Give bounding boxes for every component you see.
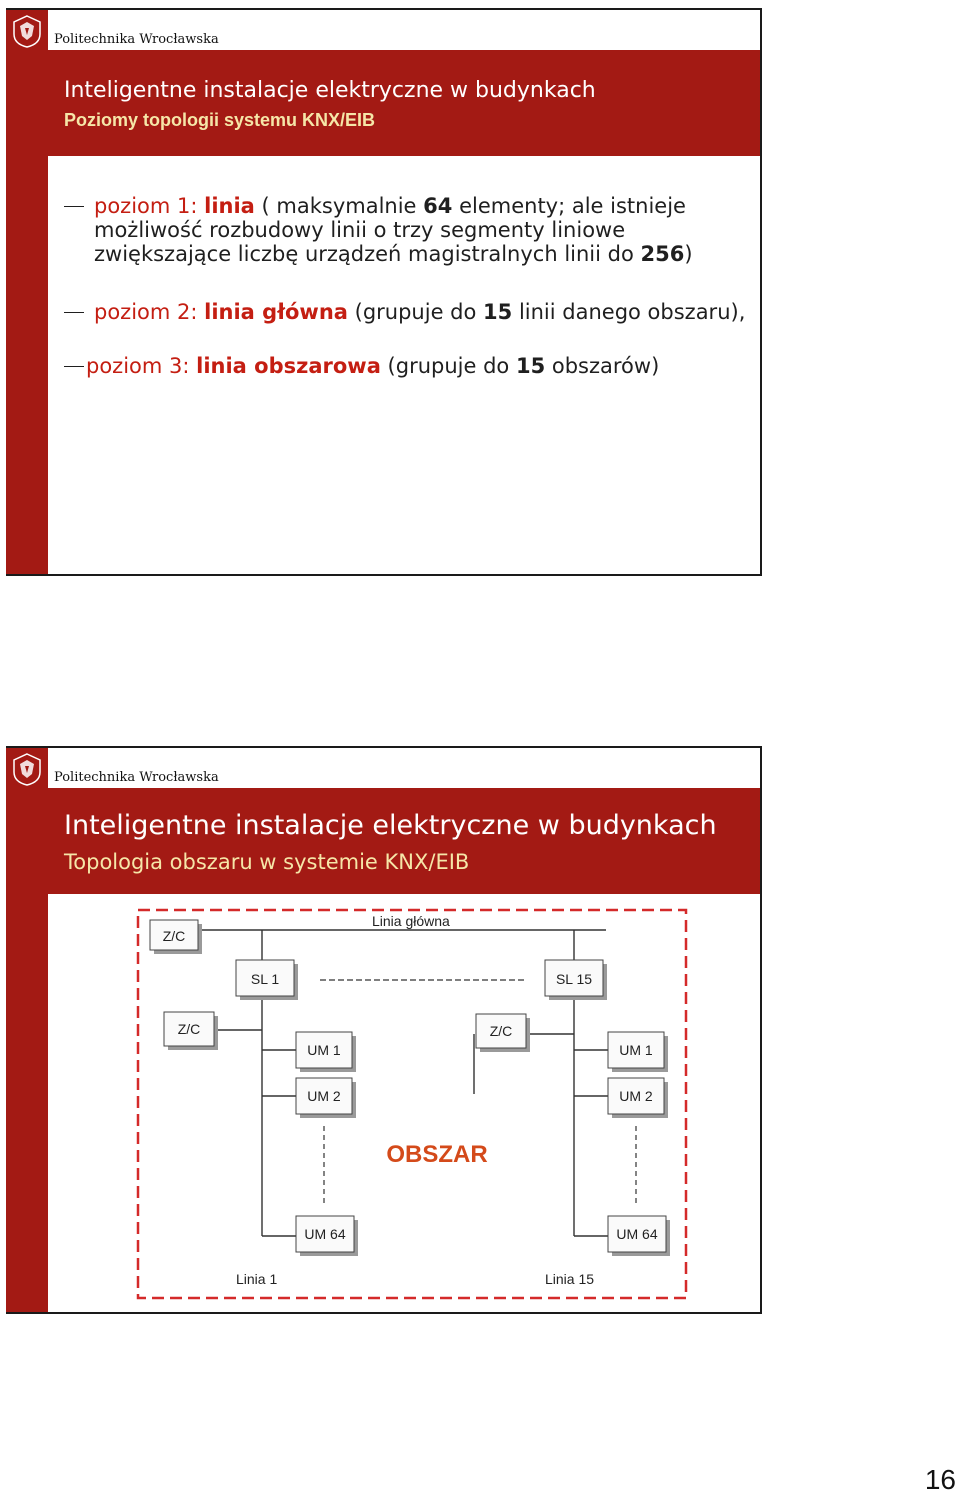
bullet-term: linia obszarowa <box>196 354 381 378</box>
university-name: Politechnika Wrocławska <box>54 32 219 47</box>
svg-text:UM 2: UM 2 <box>307 1088 341 1104</box>
bullet-number: 256 <box>640 242 685 266</box>
svg-text:UM 2: UM 2 <box>619 1088 653 1104</box>
um2-left-box <box>296 1078 356 1118</box>
slide-subtitle: Topologia obszaru w systemie KNX/EIB <box>64 850 470 874</box>
svg-text:UM 64: UM 64 <box>616 1226 658 1242</box>
sl1-box <box>236 960 298 1000</box>
svg-text:UM 1: UM 1 <box>307 1042 341 1058</box>
slide-2 <box>6 746 762 1314</box>
bullet-text: elementy; ale istnieje możliwość rozbudowy linii o trzy segmenty liniowe zwiększające liczbę urządzeń magistralnych linii do <box>94 194 686 266</box>
bullet-prefix: poziom 1: <box>94 194 205 218</box>
bullet-text: (grupuje do <box>347 300 484 324</box>
zc-top-box <box>150 920 202 954</box>
slide-side-bar <box>6 10 48 574</box>
zc-right-box <box>476 1014 530 1052</box>
bullet-level-2 <box>64 300 754 324</box>
bullet-prefix: poziom 3: <box>86 354 197 378</box>
bullet-prefix: poziom 2: <box>94 300 205 324</box>
bullet-text: obszarów) <box>545 354 660 378</box>
page-number: 16 <box>924 1464 956 1495</box>
bullet-text: (grupuje do <box>380 354 516 378</box>
sl15-box <box>545 960 607 1000</box>
line-15-label: Linia 15 <box>545 1271 595 1287</box>
title-bar <box>48 50 760 156</box>
bullet-term: linia główna <box>204 300 348 324</box>
bullet-list <box>64 194 754 398</box>
bullet-text: ( maksymalnie <box>254 194 424 218</box>
um64-left-box <box>296 1216 358 1256</box>
bullet-text: ) <box>684 242 693 266</box>
line-1-label: Linia 1 <box>236 1271 278 1287</box>
dash-icon <box>64 206 84 207</box>
svg-text:Z/C: Z/C <box>177 1021 201 1037</box>
um2-right-box <box>608 1078 668 1118</box>
um1-right-box <box>608 1032 668 1072</box>
university-logo-icon <box>10 14 44 48</box>
university-logo-icon <box>10 752 44 786</box>
dash-icon <box>64 312 84 313</box>
bullet-term: linia <box>204 194 255 218</box>
bullet-text: linii danego obszaru), <box>512 300 746 324</box>
bullet-number: 15 <box>483 300 513 324</box>
svg-text:Z/C: Z/C <box>489 1023 513 1039</box>
svg-text:UM 1: UM 1 <box>619 1042 653 1058</box>
zc-left-box <box>164 1012 218 1050</box>
dash-icon <box>64 366 84 367</box>
svg-text:UM 64: UM 64 <box>304 1226 346 1242</box>
main-line-label: Linia główna <box>372 913 450 929</box>
slide-subtitle: Poziomy topologii systemu KNX/EIB <box>64 110 376 130</box>
university-name: Politechnika Wrocławska <box>54 770 219 785</box>
slide-title: Inteligentne instalacje elektryczne w budynkach <box>64 810 717 841</box>
title-bar <box>48 788 760 894</box>
bullet-level-1 <box>64 194 754 266</box>
svg-text:SL 1: SL 1 <box>250 971 280 987</box>
svg-text:SL 15: SL 15 <box>555 971 593 987</box>
slide-1 <box>6 8 762 576</box>
bullet-number: 15 <box>515 354 546 378</box>
slide-title: Inteligentne instalacje elektryczne w budynkach <box>64 78 596 103</box>
um1-left-box <box>296 1032 356 1072</box>
bullet-level-3 <box>64 354 754 378</box>
topology-diagram <box>6 894 762 1314</box>
um64-right-box <box>608 1216 670 1256</box>
area-label: OBSZAR <box>386 1141 488 1168</box>
svg-text:Z/C: Z/C <box>162 928 186 944</box>
bullet-number: 64 <box>423 194 453 218</box>
